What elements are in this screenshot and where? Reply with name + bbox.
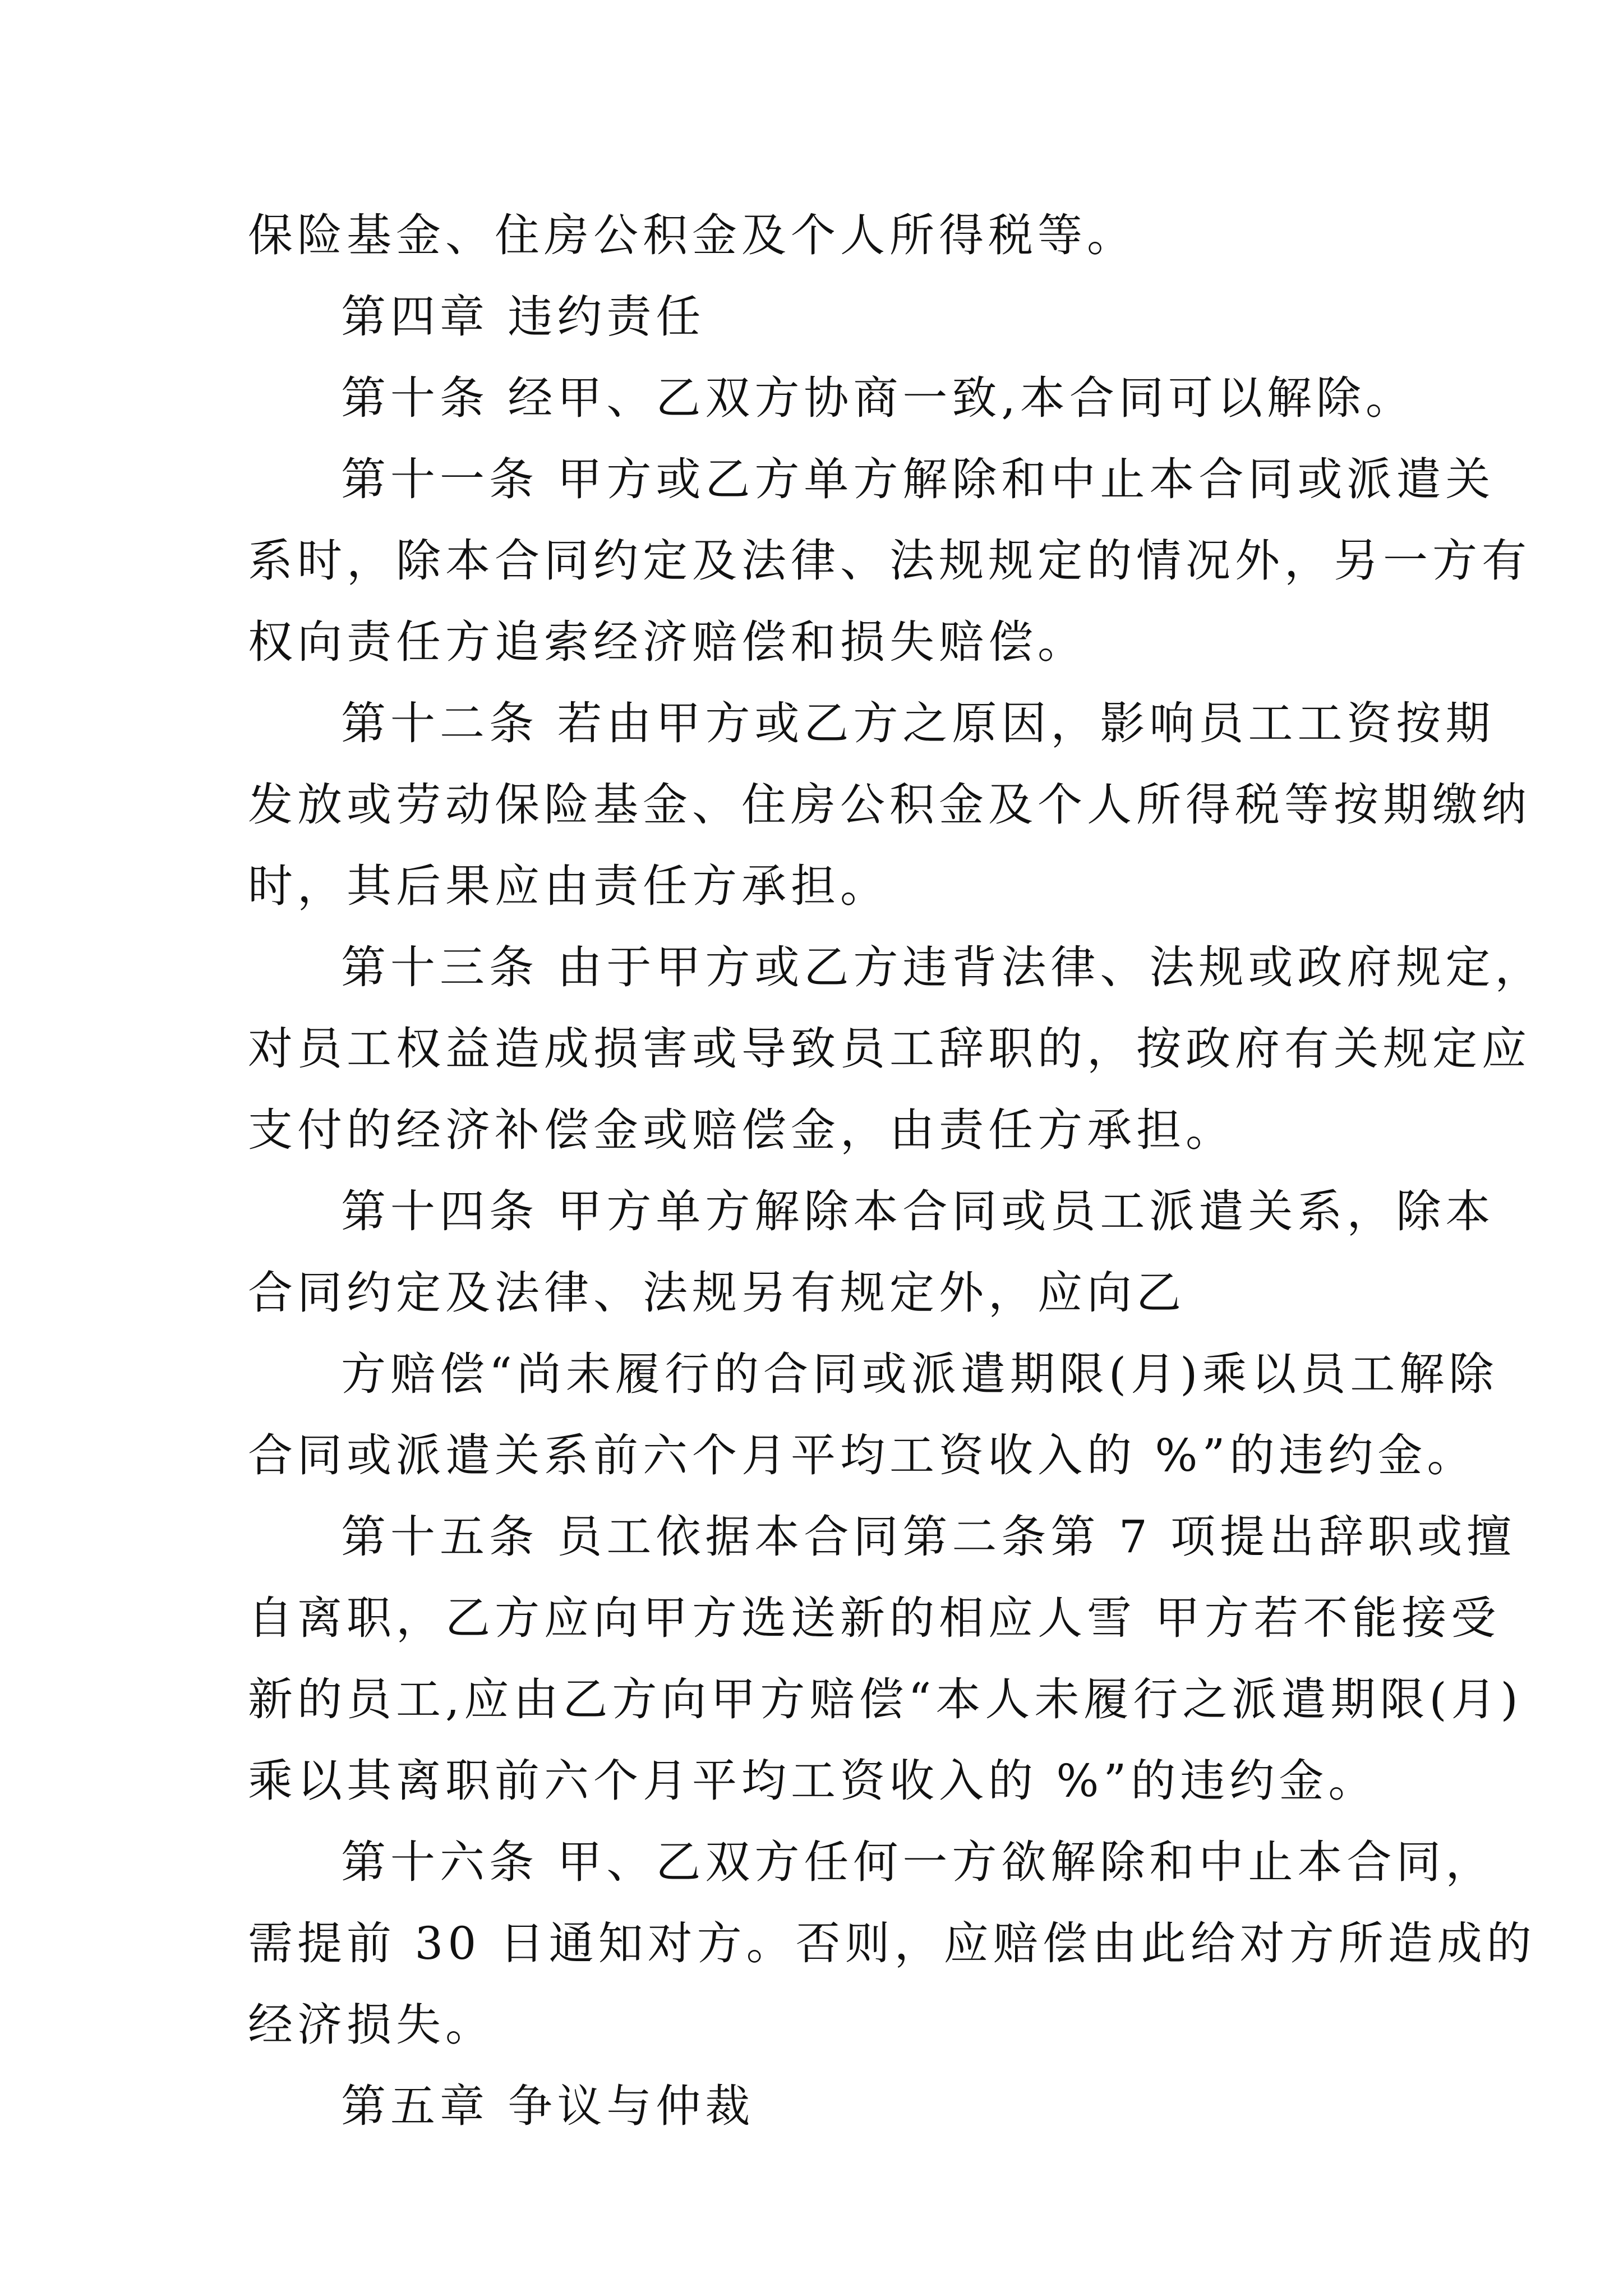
article-12-line: 第十二条 若由甲方或乙方之原因，影响员工工资按期 (341, 697, 1495, 749)
article-13-line: 第十三条 由于甲方或乙方违背法律、法规或政府规定， (341, 941, 1544, 993)
text-line: 保险基金、住房公积金及个人所得税等。 (248, 209, 1136, 261)
article-11-line: 第十一条 甲方或乙方单方解除和中止本合同或派遣关 (341, 453, 1495, 505)
text-line: 发放或劳动保险基金、住房公积金及个人所得税等按期缴纳 (248, 779, 1531, 831)
text-line: 对员工权益造成损害或导致员工辞职的，按政府有关规定应 (248, 1023, 1531, 1075)
article-14-line: 第十四条 甲方单方解除本合同或员工派遣关系，除本 (341, 1185, 1495, 1237)
text-line: 经济损失。 (248, 1999, 495, 2051)
text-line: 合同或派遣关系前六个月平均工资收入的 %”的违约金。 (248, 1429, 1477, 1481)
text-line: 乘以其离职前六个月平均工资收入的 %”的违约金。 (248, 1755, 1378, 1807)
text-line: 需提前 30 日通知对方。否则，应赔偿由此给对方所造成的 (248, 1917, 1536, 1970)
chapter-heading: 第五章 争议与仲裁 (341, 2080, 755, 2132)
text-line: 时，其后果应由责任方承担。 (248, 860, 889, 912)
article-16-line: 第十六条 甲、乙双方任何一方欲解除和中止本合同， (341, 1836, 1495, 1888)
article-10-line: 第十条 经甲、乙双方协商一致,本合同可以解除。 (341, 372, 1415, 424)
text-line: 支付的经济补偿金或赔偿金，由责任方承担。 (248, 1104, 1235, 1156)
article-15-line: 第十五条 员工依据本合同第二条第 7 项提出辞职或擅 (341, 1511, 1516, 1563)
chapter-heading: 第四章 违约责任 (341, 291, 706, 343)
text-line: 系时，除本合同约定及法律、法规规定的情况外，另一方有 (248, 535, 1531, 587)
text-line: 权向责任方追索经济赔偿和损失赔偿。 (248, 616, 1087, 668)
text-line: 合同约定及法律、法规另有规定外，应向乙 (248, 1267, 1186, 1319)
text-line: 方赔偿“尚未履行的合同或派遣期限(月)乘以员工解除 (341, 1348, 1498, 1400)
text-line: 新的员工,应由乙方向甲方赔偿“本人未履行之派遣期限(月) (248, 1673, 1523, 1726)
text-line: 自离职，乙方应向甲方选送新的相应人雪 甲方若不能接受 (248, 1592, 1501, 1644)
